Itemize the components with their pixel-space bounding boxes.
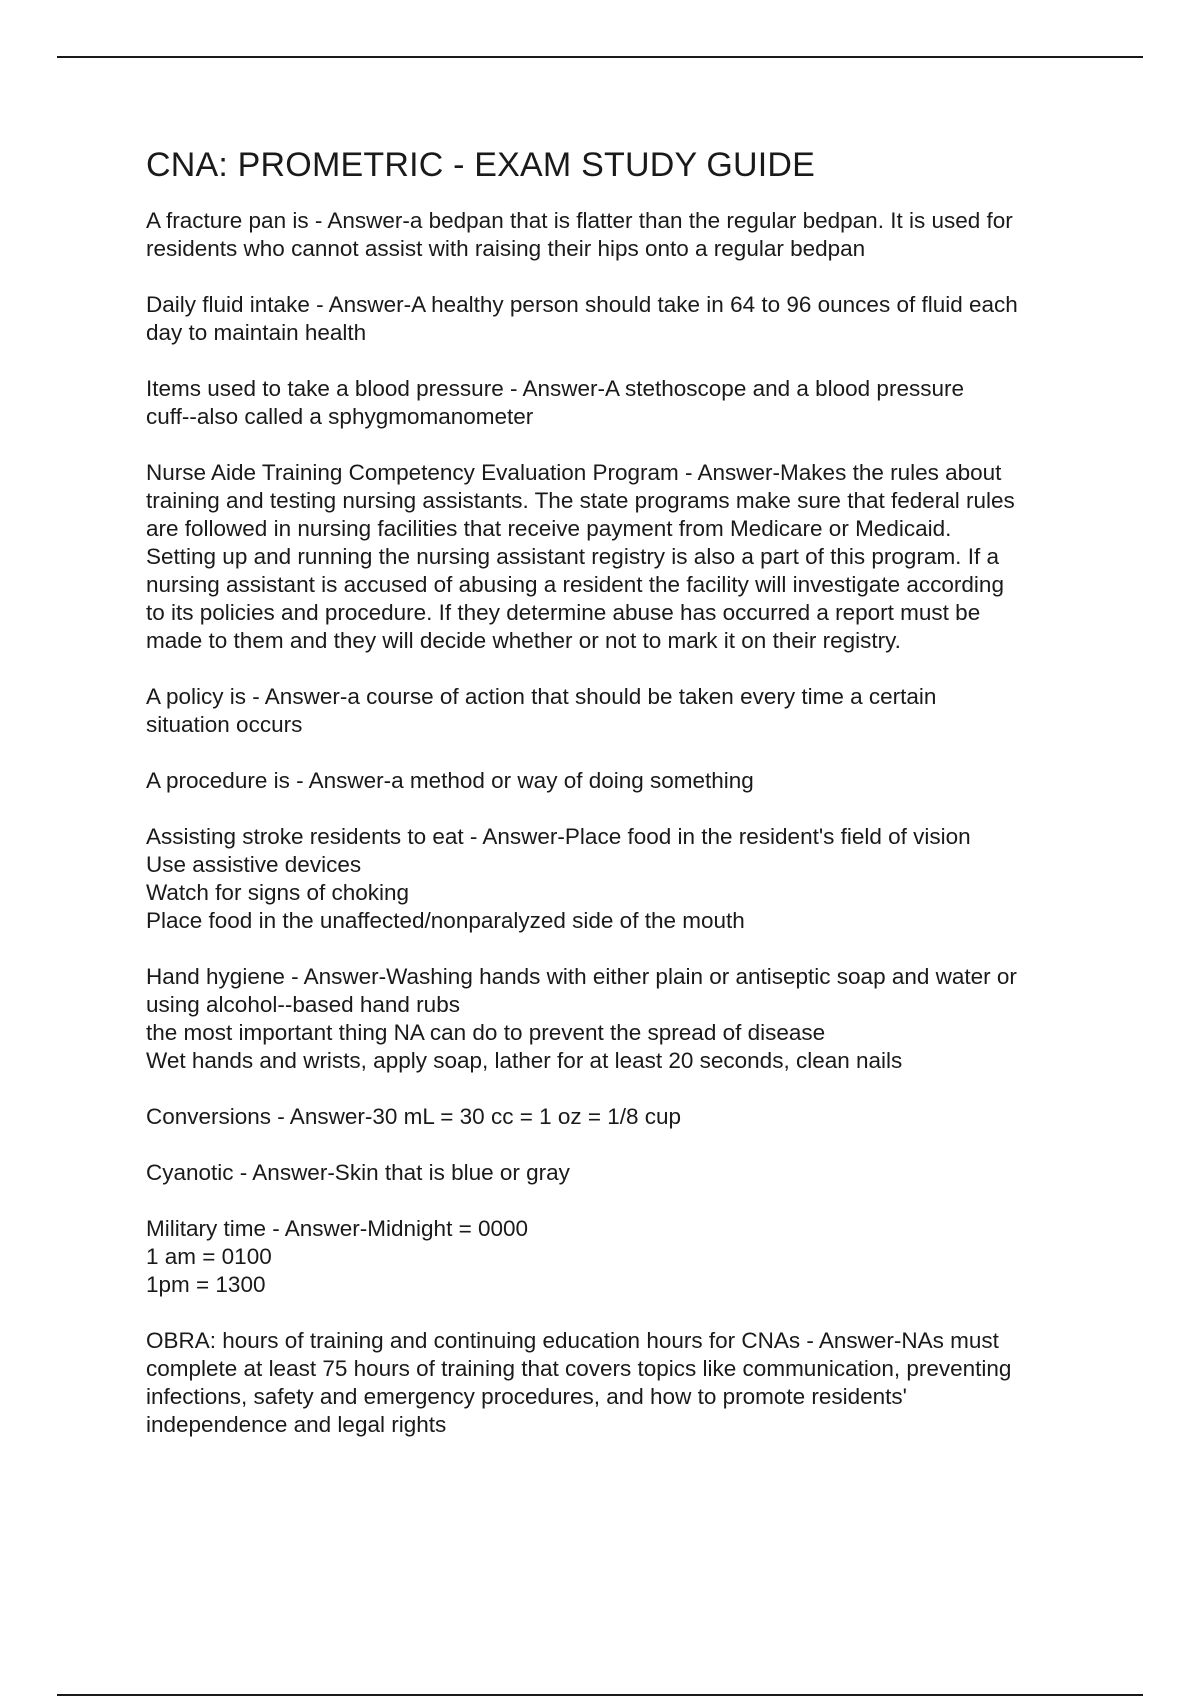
entry-fracture-pan <box>146 207 1096 263</box>
bottom-divider <box>57 1694 1143 1696</box>
entry-line: infections, safety and emergency procedures, and how to promote residents' <box>146 1384 907 1409</box>
entry-line: using alcohol--based hand rubs <box>146 992 460 1017</box>
entry-policy <box>146 683 1096 739</box>
entry-line: OBRA: hours of training and continuing education hours for CNAs - Answer-NAs must <box>146 1328 999 1353</box>
entry-conversions <box>146 1103 1096 1131</box>
entry-line: day to maintain health <box>146 320 367 345</box>
entry-blood-pressure-items <box>146 375 1096 431</box>
entry-line: complete at least 75 hours of training that covers topics like communication, preventing <box>146 1356 1012 1381</box>
entry-line: Items used to take a blood pressure - Answer-A stethoscope and a blood pressure <box>146 376 964 401</box>
entry-line: Use assistive devices <box>146 852 362 877</box>
entry-daily-fluid-intake <box>146 291 1096 347</box>
entry-line: the most important thing NA can do to prevent the spread of disease <box>146 1020 826 1045</box>
entry-procedure <box>146 767 1096 795</box>
entry-line: Setting up and running the nursing assistant registry is also a part of this program. If a <box>146 544 999 569</box>
entry-line: Nurse Aide Training Competency Evaluation Program - Answer-Makes the rules about <box>146 460 1002 485</box>
entry-line: A procedure is - Answer-a method or way of doing something <box>146 768 754 793</box>
entry-line: 1 am = 0100 <box>146 1244 272 1269</box>
entry-line: 1pm = 1300 <box>146 1272 266 1297</box>
entry-line: residents who cannot assist with raising their hips onto a regular bedpan <box>146 236 866 261</box>
entry-line: Place food in the unaffected/nonparalyzed side of the mouth <box>146 908 745 933</box>
entry-line: Hand hygiene - Answer-Washing hands with either plain or antiseptic soap and water or <box>146 964 1017 989</box>
entry-line: made to them and they will decide whether or not to mark it on their registry. <box>146 628 901 653</box>
document-body <box>146 142 1096 1467</box>
entry-hand-hygiene <box>146 963 1096 1075</box>
entry-line: nursing assistant is accused of abusing a resident the facility will investigate according <box>146 572 1004 597</box>
top-divider <box>57 56 1143 58</box>
entry-military-time <box>146 1215 1096 1299</box>
entry-line: Conversions - Answer-30 mL = 30 cc = 1 oz = 1/8 cup <box>146 1104 682 1129</box>
entry-line: Watch for signs of choking <box>146 880 410 905</box>
entry-line: Military time - Answer-Midnight = 0000 <box>146 1216 529 1241</box>
entry-stroke-residents-eating <box>146 823 1096 935</box>
entry-line: training and testing nursing assistants. The state programs make sure that federal rules <box>146 488 1015 513</box>
entry-line: situation occurs <box>146 712 303 737</box>
entry-line: Cyanotic - Answer-Skin that is blue or gray <box>146 1160 570 1185</box>
entry-line: are followed in nursing facilities that receive payment from Medicare or Medicaid. <box>146 516 952 541</box>
entry-cyanotic <box>146 1159 1096 1187</box>
document-title: CNA: PROMETRIC - EXAM STUDY GUIDE <box>146 146 816 184</box>
entry-line: independence and legal rights <box>146 1412 447 1437</box>
entry-line: A policy is - Answer-a course of action that should be taken every time a certain <box>146 684 937 709</box>
entry-line: to its policies and procedure. If they determine abuse has occurred a report must be <box>146 600 981 625</box>
entry-line: Wet hands and wrists, apply soap, lather for at least 20 seconds, clean nails <box>146 1048 903 1073</box>
entry-obra-training-hours <box>146 1327 1096 1439</box>
entry-line: Assisting stroke residents to eat - Answer-Place food in the resident's field of vision <box>146 824 971 849</box>
entry-line: Daily fluid intake - Answer-A healthy person should take in 64 to 96 ounces of fluid each <box>146 292 1018 317</box>
entry-line: A fracture pan is - Answer-a bedpan that is flatter than the regular bedpan. It is used for <box>146 208 1013 233</box>
entry-line: cuff--also called a sphygmomanometer <box>146 404 534 429</box>
entry-natcep <box>146 459 1096 655</box>
